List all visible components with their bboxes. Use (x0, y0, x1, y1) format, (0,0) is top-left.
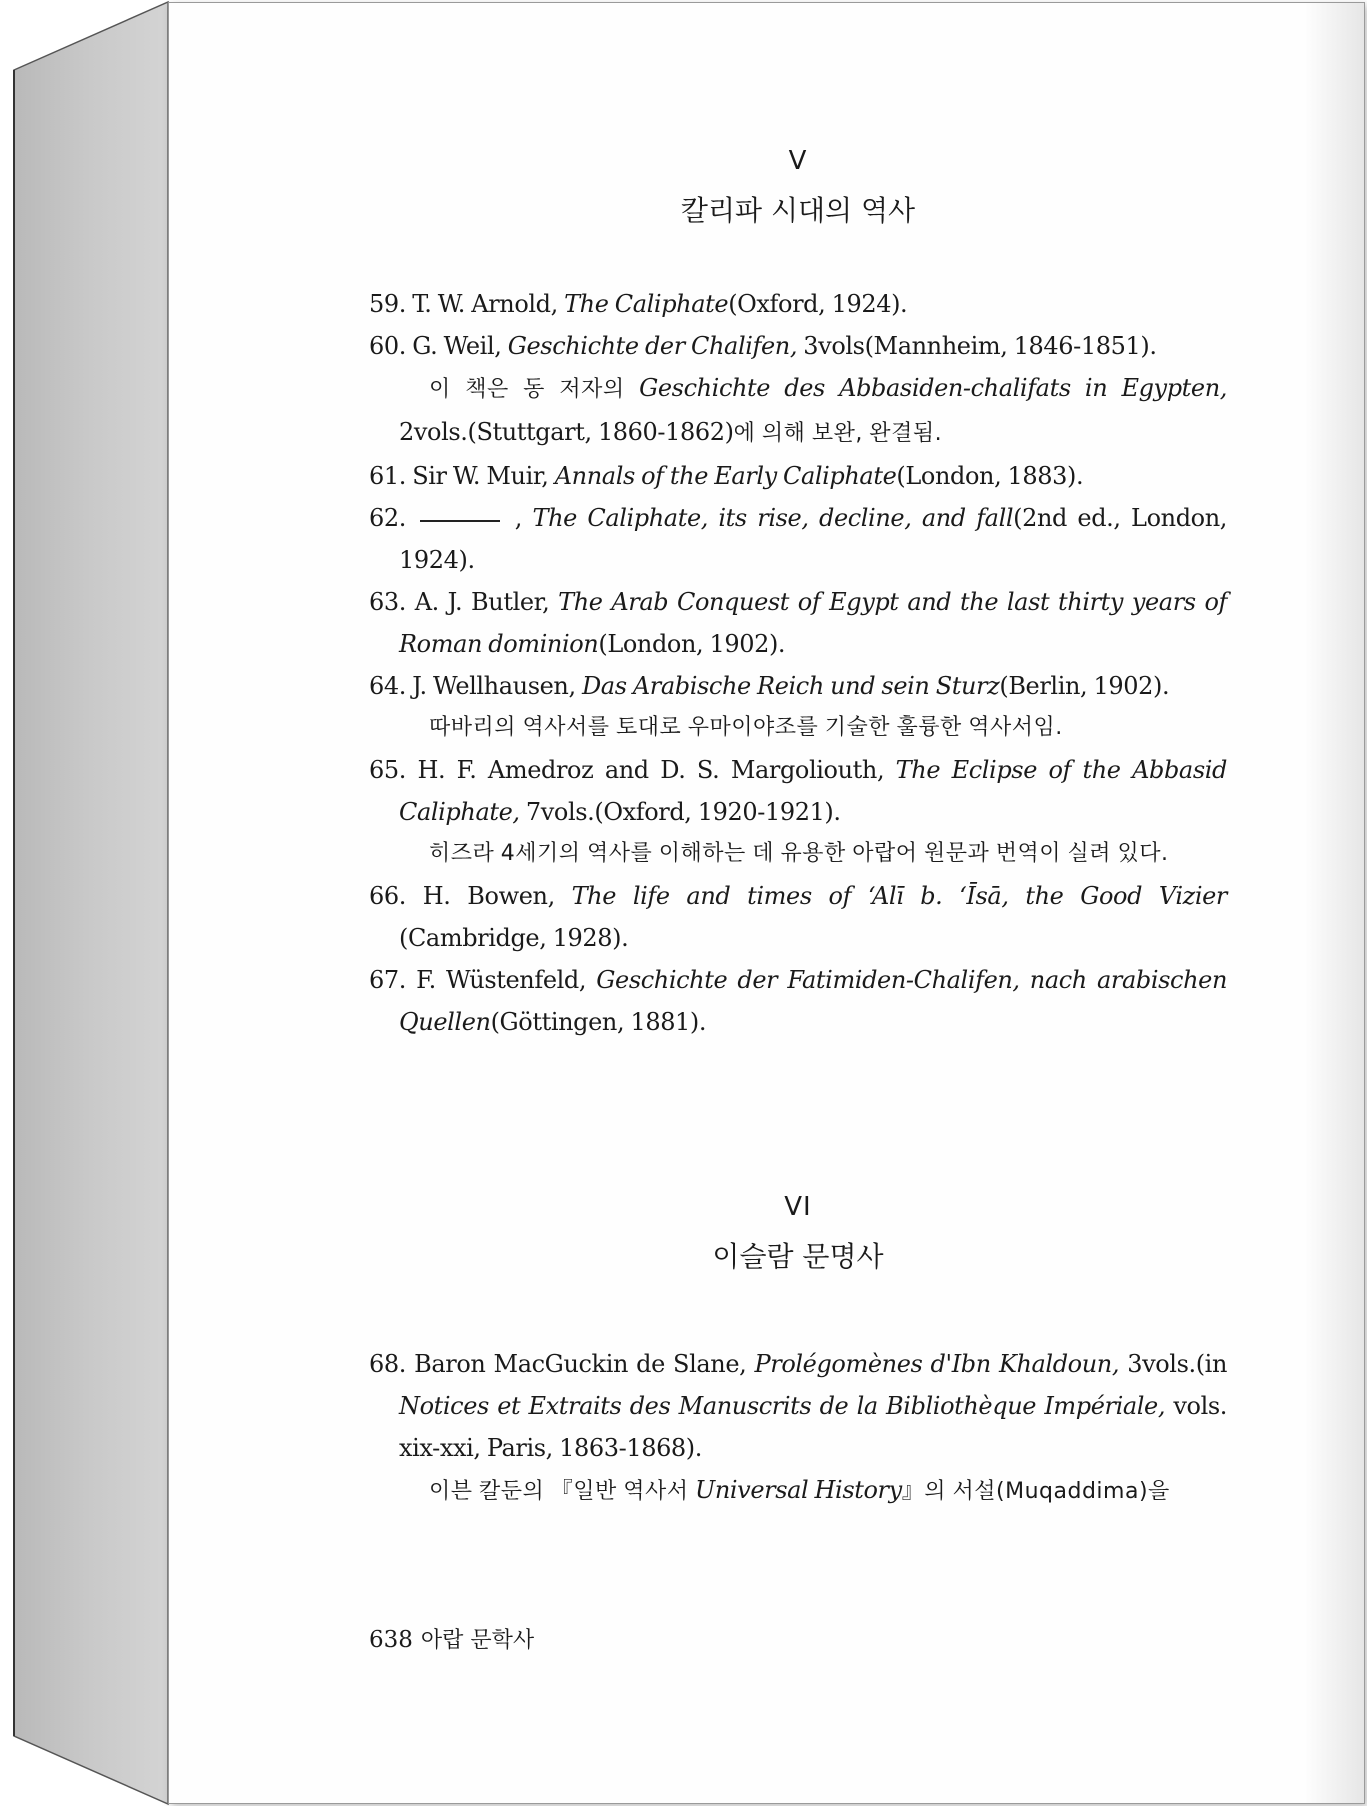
page-content (369, 143, 1227, 1513)
entry-author: 62. (369, 504, 417, 532)
entry-publication: (Göttingen, 1881). (490, 1008, 707, 1036)
bibliography-entry (369, 455, 1227, 497)
section-vi-title: 이슬람 문명사 (712, 1240, 884, 1273)
entry-title: The Eclipse of the Abbasid Caliphate, (399, 756, 1227, 826)
bibliography-entry (369, 665, 1227, 707)
entry-author: 67. F. Wüstenfeld, (369, 966, 597, 994)
bibliography-entry (369, 1343, 1227, 1469)
annotation-note (369, 1469, 1227, 1513)
section-vi-number: VI (784, 1192, 812, 1222)
entry-title: The Caliphate (564, 290, 729, 318)
note-text: 이 책은 동 저자의 (429, 377, 640, 402)
entry-title: The life and times of ‘Alī b. ‘Īsā, the Good Vizier (571, 882, 1227, 910)
entry-publication: 3vols.(in (1119, 1350, 1228, 1378)
page-edge-shading (1304, 3, 1364, 1803)
entry-title: Prolégomènes d'Ibn Khaldoun, (754, 1350, 1120, 1378)
note-text-end: 』의 서설(Muqaddima)을 (901, 1479, 1170, 1504)
page-number: 638 (369, 1627, 413, 1653)
entry-author: 61. Sir W. Muir, (369, 462, 555, 490)
bibliography-entry (369, 283, 1227, 325)
entry-title: The Arab Conquest of Egypt and the last thirty years of Roman dominion (399, 588, 1227, 658)
bibliography-entry (369, 875, 1227, 959)
bibliography-entry (369, 325, 1227, 367)
section-v-entries (369, 283, 1227, 1043)
page-footer (369, 1623, 534, 1654)
entry-title: Geschichte der Fatimiden-Chalifen, nach arabischen Quellen (399, 966, 1228, 1036)
book-spine (0, 0, 180, 1806)
entry-publication: 3vols(Mannheim, 1846-1851). (797, 332, 1157, 360)
entry-publication: (2nd ed., London, 1924). (399, 504, 1227, 574)
annotation-note (369, 833, 1227, 875)
entry-title: Das Arabische Reich und sein Sturz (581, 672, 1000, 700)
entry-author: 64. J. Wellhausen, (369, 672, 582, 700)
entry-author: 63. A. J. Butler, (369, 588, 559, 616)
entry-author: 68. Baron MacGuckin de Slane, (369, 1350, 755, 1378)
note-text: 따바리의 역사서를 토대로 우마이야조를 기술한 훌륭한 역사서임. (429, 715, 1063, 740)
note-latin-text: 2vols.(Stuttgart, 1860-1862) (399, 418, 734, 446)
annotation-note (369, 707, 1227, 749)
entry-series-publication: vols. xix-xxi, Paris, 1863-1868). (399, 1392, 1227, 1462)
entry-series-title: Notices et Extraits des Manuscrits de la Bibliothèque Impériale, (399, 1392, 1166, 1420)
entry-author: 66. H. Bowen, (369, 882, 572, 910)
entry-author: 59. T. W. Arnold, (369, 290, 565, 318)
bibliography-entry (369, 497, 1227, 581)
entry-author: 65. H. F. Amedroz and D. S. Margoliouth, (369, 756, 896, 784)
note-text-end: 에 의해 보완, 완결됨. (733, 421, 943, 446)
entry-publication: (Oxford, 1924). (728, 290, 908, 318)
entry-title: The Caliphate, its rise, decline, and fall (532, 504, 1014, 532)
section-vi-entries (369, 1343, 1227, 1513)
entry-title: Geschichte der Chalifen, (507, 332, 798, 360)
note-italic-title: Universal History (695, 1476, 902, 1504)
running-title: 아랍 문학사 (420, 1628, 535, 1653)
bibliography-entry (369, 581, 1227, 665)
note-text: 히즈라 4세기의 역사를 이해하는 데 유용한 아랍어 원문과 번역이 실려 있다. (429, 841, 1169, 866)
bibliography-entry (369, 959, 1227, 1043)
note-italic-title: Geschichte des Abbasiden-chalifats in Egypten, (639, 374, 1227, 402)
entry-separator: , (504, 504, 533, 532)
entry-publication: (Berlin, 1902). (999, 672, 1170, 700)
entry-publication: (London, 1902). (598, 630, 786, 658)
entry-publication: (Cambridge, 1928). (399, 924, 629, 952)
annotation-note (369, 367, 1227, 455)
same-author-dash (420, 520, 500, 522)
entry-author: 60. G. Weil, (369, 332, 508, 360)
bibliography-entry (369, 749, 1227, 833)
entry-title: Annals of the Early Caliphate (554, 462, 897, 490)
section-v-number: V (788, 146, 808, 176)
entry-publication: 7vols.(Oxford, 1920-1921). (519, 798, 841, 826)
book-page (168, 2, 1365, 1804)
section-v-title: 칼리파 시대의 역사 (680, 194, 916, 227)
note-text: 이븐 칼둔의 『일반 역사서 (429, 1479, 695, 1504)
entry-publication: (London, 1883). (896, 462, 1084, 490)
